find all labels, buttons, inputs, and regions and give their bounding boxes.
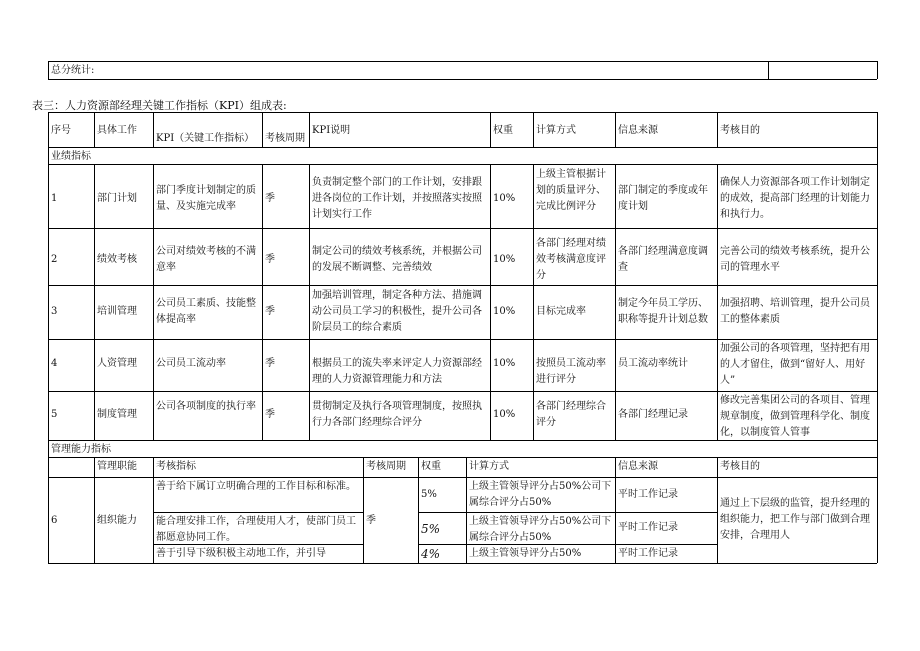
summary-label: 总分统计:: [51, 65, 95, 76]
header-source: 信息来源: [618, 125, 658, 136]
row-4-desc: 根据员工的流失率来评定人力资源部经理的人力资源管理能力和方法: [312, 358, 482, 385]
row-2-calc: 各部门经理对绩效考核满意度评分: [536, 238, 606, 281]
row-4-calc: 按照员工流动率进行评分: [536, 358, 606, 385]
row-1-weight: 10%: [493, 193, 516, 204]
row-2-weight: 10%: [493, 254, 516, 265]
mgmt-func: 组织能力: [97, 515, 137, 526]
row-3-calc: 目标完成率: [536, 306, 586, 317]
row-4-kpi: 公司员工流动率: [156, 358, 226, 369]
row-4-period: 季: [265, 358, 275, 369]
row-2-seq: 2: [51, 254, 58, 265]
mgmt-seq: 6: [51, 515, 58, 526]
mgmt-header-calc: 计算方式: [469, 461, 509, 472]
header-work: 具体工作: [97, 125, 137, 136]
row-2-source: 各部门经理满意度调查: [618, 246, 708, 273]
header-weight: 权重: [493, 125, 513, 136]
row-1-calc: 上级主管根据计划的质量评分、完成比例评分: [536, 169, 606, 212]
row-5-seq: 5: [51, 409, 58, 420]
row-2-period: 季: [265, 254, 275, 265]
row-2-desc: 制定公司的绩效考核系统，并根据公司的发展不断调整、完善绩效: [312, 246, 482, 273]
mgmt-item-2-source: 平时工作记录: [618, 522, 678, 533]
row-4-work: 人资管理: [97, 358, 137, 369]
mgmt-header-func: 管理职能: [97, 461, 137, 472]
mgmt-item-1-indicator: 善于给下属订立明确合理的工作目标和标准。: [156, 481, 356, 492]
mgmt-item-3-calc: 上级主管领导评分占50%: [469, 548, 582, 559]
row-4-seq: 4: [51, 358, 58, 369]
row-3-desc: 加强培训管理，制定各种方法、措施调动公司员工学习的积极性，提升公司各阶层员工的综合素质: [312, 290, 482, 333]
row-2-kpi: 公司对绩效考核的不满意率: [156, 246, 256, 273]
mgmt-item-1-weight: 5%: [421, 489, 437, 500]
mgmt-item-2-weight: 5%: [421, 522, 441, 536]
row-3-work: 培训管理: [97, 306, 137, 317]
row-5-desc: 贯彻制定及执行各项管理制度，按照执行力各部门经理综合评分: [312, 401, 482, 428]
mgmt-header-source: 信息来源: [618, 461, 658, 472]
header-period: 考核周期: [265, 133, 305, 144]
mgmt-item-3-indicator: 善于引导下级积极主动地工作，并引导: [156, 548, 326, 559]
row-5-source: 各部门经理记录: [618, 409, 688, 420]
row-5-weight: 10%: [493, 409, 516, 420]
mgmt-item-3-weight: 4%: [421, 547, 441, 561]
row-5-kpi: 公司各项制度的执行率: [156, 401, 256, 412]
row-5-work: 制度管理: [97, 409, 137, 420]
row-4-source: 员工流动率统计: [618, 358, 688, 369]
header-calc: 计算方式: [536, 125, 576, 136]
row-3-kpi: 公司员工素质、技能整体提高率: [156, 298, 256, 325]
mgmt-period: 季: [366, 515, 376, 526]
row-3-weight: 10%: [493, 306, 516, 317]
mgmt-header-period: 考核周期: [366, 461, 406, 472]
mgmt-item-1-calc: 上级主管领导评分占50%公司下属综合评分占50%: [469, 481, 612, 508]
row-5-purpose: 修改完善集团公司的各项目、管理规章制度，做到管理科学化、制度化，以制度管人管事: [720, 395, 870, 438]
row-5-period: 季: [265, 409, 275, 420]
row-1-period: 季: [265, 193, 275, 204]
mgmt-item-2-indicator: 能合理安排工作，合理使用人才，使部门员工都愿意协同工作。: [156, 516, 356, 543]
row-2-purpose: 完善公司的绩效考核系统，提升公司的管理水平: [720, 246, 870, 273]
header-seq: 序号: [51, 125, 71, 136]
row-3-purpose: 加强招聘、培训管理，提升公司员工的整体素质: [720, 298, 870, 325]
row-1-desc: 负责制定整个部门的工作计划，安排跟进各岗位的工作计划，并按照落实按照计划实行工作: [312, 177, 482, 220]
section-performance: 业绩指标: [51, 151, 91, 162]
row-3-source: 制定今年员工学历、职称等提升计划总数: [618, 298, 708, 325]
row-4-purpose: 加强公司的各项管理，坚持把有用的人才留住，做到“留好人、用好人”: [720, 343, 870, 386]
table-title: 表三：人力资源部经理关键工作指标（KPI）组成表:: [32, 99, 287, 112]
row-1-source: 部门制定的季度或年度计划: [618, 185, 708, 212]
row-2-work: 绩效考核: [97, 254, 137, 265]
row-1-kpi: 部门季度计划制定的质量、及实施完成率: [156, 185, 256, 212]
row-5-calc: 各部门经理综合评分: [536, 401, 606, 428]
mgmt-header-indicator: 考核指标: [156, 461, 196, 472]
mgmt-header-purpose: 考核目的: [720, 461, 760, 472]
row-3-period: 季: [265, 306, 275, 317]
header-kpi: KPI（关键工作指标）: [156, 133, 255, 144]
row-3-seq: 3: [51, 306, 58, 317]
mgmt-item-3-source: 平时工作记录: [618, 548, 678, 559]
mgmt-purpose: 通过上下层级的监管，提升经理的组织能力，把工作与部门做到合理安排，合理用人: [720, 498, 870, 541]
mgmt-item-2-calc: 上级主管领导评分占50%公司下属综合评分占50%: [469, 516, 612, 543]
row-1-work: 部门计划: [97, 193, 137, 204]
row-4-weight: 10%: [493, 358, 516, 369]
row-1-purpose: 确保人力资源部各项工作计划制定的成效，提高部门经理的计划能力和执行力。: [720, 177, 870, 220]
row-1-seq: 1: [51, 193, 58, 204]
mgmt-header-weight: 权重: [421, 461, 441, 472]
header-purpose: 考核目的: [720, 125, 760, 136]
mgmt-item-1-source: 平时工作记录: [618, 489, 678, 500]
header-desc: KPI说明: [312, 125, 351, 136]
section-management: 管理能力指标: [51, 444, 111, 455]
